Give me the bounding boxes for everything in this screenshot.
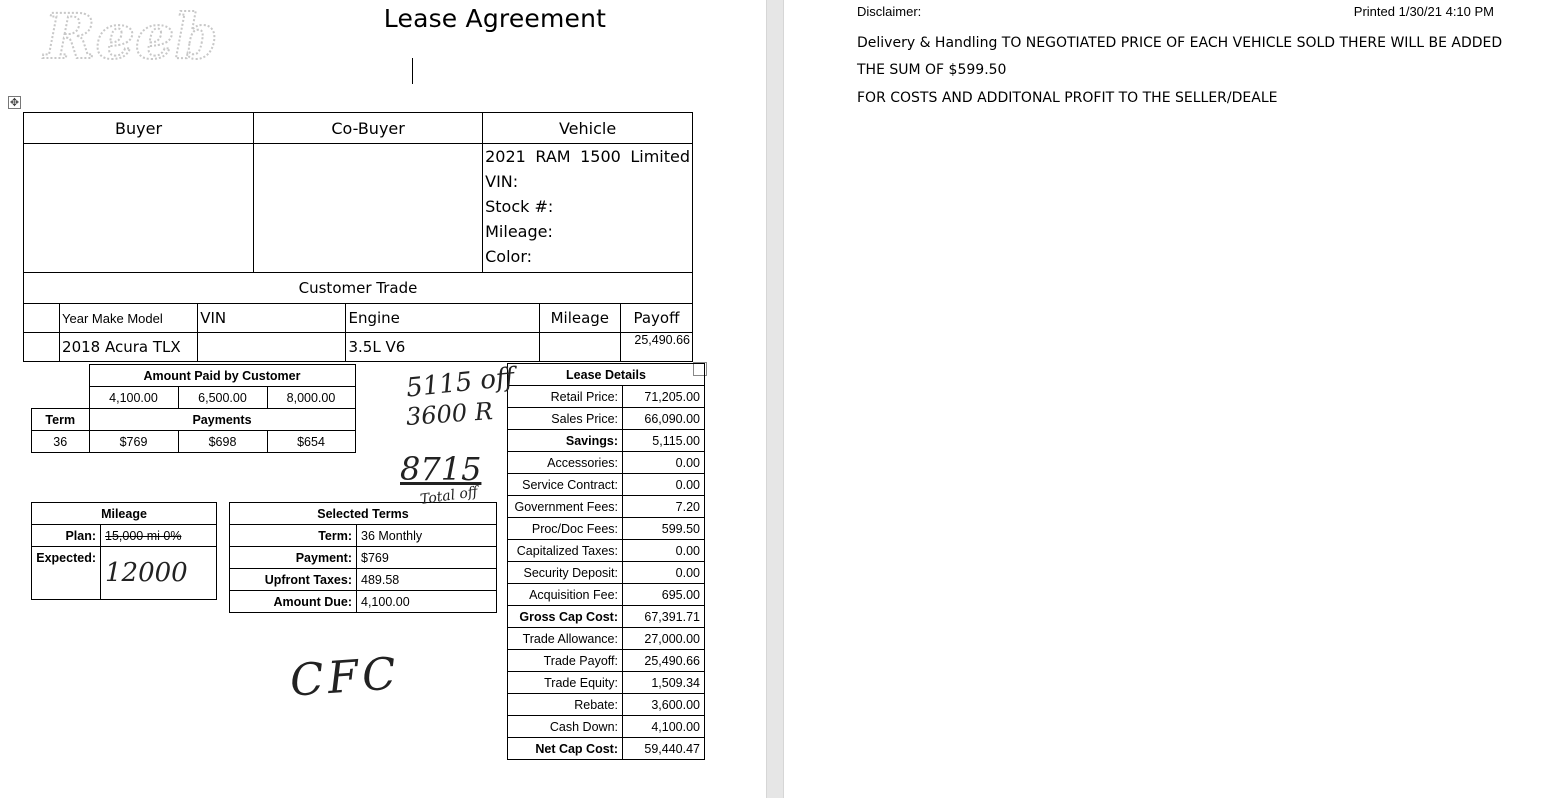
- payment-option-3: $654: [267, 431, 355, 453]
- lease-detail-row: [508, 562, 705, 584]
- mileage-box: [31, 502, 217, 600]
- watermark-logo: [36, 0, 326, 70]
- lease-detail-label: Service Contract:: [508, 474, 623, 496]
- lease-detail-value: 0.00: [623, 562, 705, 584]
- lease-detail-value: 4,100.00: [623, 716, 705, 738]
- lease-detail-label: Rebate:: [508, 694, 623, 716]
- mileage-header: Mileage: [32, 503, 217, 525]
- upfront-taxes-label: Upfront Taxes:: [230, 569, 357, 591]
- lease-detail-value: 66,090.00: [623, 408, 705, 430]
- lease-detail-value: 59,440.47: [623, 738, 705, 760]
- expected-mileage-handwriting: 12000: [105, 558, 188, 588]
- lease-detail-label: Security Deposit:: [508, 562, 623, 584]
- cobuyer-cell[interactable]: [254, 144, 483, 273]
- trade-col-engine: Engine: [346, 304, 539, 333]
- lease-detail-label: Government Fees:: [508, 496, 623, 518]
- trade-mileage[interactable]: [539, 333, 620, 362]
- vehicle-make: RAM: [535, 147, 571, 166]
- handwritten-note-total-off: Total off: [419, 484, 479, 508]
- printed-timestamp: Printed 1/30/21 4:10 PM: [1353, 4, 1494, 19]
- mileage-label: Mileage:: [485, 222, 553, 241]
- disclaimer-line-3: FOR COSTS AND ADDITONAL PROFIT TO THE SELLER/DEALE: [857, 90, 1278, 106]
- down-option-3: 8,000.00: [267, 387, 355, 409]
- svg-text:Reeb: Reeb: [44, 0, 218, 70]
- lease-detail-row: [508, 430, 705, 452]
- plan-value-cell: [101, 525, 217, 547]
- lease-detail-label: Gross Cap Cost:: [508, 606, 623, 628]
- payment-option-1: $769: [89, 431, 178, 453]
- lease-detail-label: Trade Allowance:: [508, 628, 623, 650]
- lease-detail-label: Savings:: [508, 430, 623, 452]
- selected-payment-value: $769: [357, 547, 497, 569]
- handwritten-note-rebate: 3600 R: [405, 397, 494, 431]
- selected-terms-header: Selected Terms: [230, 503, 497, 525]
- expected-label: Expected:: [32, 547, 101, 600]
- lease-detail-value: 67,391.71: [623, 606, 705, 628]
- amount-paid-header: Amount Paid by Customer: [89, 365, 355, 387]
- lease-detail-row: [508, 408, 705, 430]
- lease-detail-row: [508, 628, 705, 650]
- vehicle-year: 2021: [485, 147, 526, 166]
- lease-detail-label: Trade Equity:: [508, 672, 623, 694]
- trade-index-cell: [24, 304, 60, 333]
- lease-detail-value: 5,115.00: [623, 430, 705, 452]
- term-value: 36: [32, 431, 90, 453]
- lease-detail-label: Net Cap Cost:: [508, 738, 623, 760]
- trade-col-payoff: Payoff: [620, 304, 692, 333]
- lease-detail-value: 25,490.66: [623, 650, 705, 672]
- payment-option-2: $698: [178, 431, 267, 453]
- lease-detail-label: Capitalized Taxes:: [508, 540, 623, 562]
- vehicle-model: 1500: [580, 147, 621, 166]
- trade-index-cell: [24, 333, 60, 362]
- vehicle-header: Vehicle: [483, 113, 693, 144]
- text-cursor: [412, 58, 413, 84]
- disclaimer-label: Disclaimer:: [857, 4, 922, 19]
- lease-detail-value: 0.00: [623, 452, 705, 474]
- upfront-taxes-value: 489.58: [357, 569, 497, 591]
- lease-detail-value: 0.00: [623, 474, 705, 496]
- amount-due-value: 4,100.00: [357, 591, 497, 613]
- lease-detail-row: [508, 716, 705, 738]
- page-title: Lease Agreement: [383, 4, 607, 33]
- disclaimer-line-1: Delivery & Handling TO NEGOTIATED PRICE OF EACH VEHICLE SOLD THERE WILL BE ADDED: [857, 35, 1503, 51]
- lease-details-header: Lease Details: [508, 364, 705, 386]
- trade-col-ymm: Year Make Model: [60, 304, 198, 333]
- trade-payoff[interactable]: 25,490.66: [620, 333, 692, 362]
- color-label: Color:: [485, 247, 533, 266]
- buyer-cell[interactable]: [24, 144, 254, 273]
- lease-detail-row: [508, 452, 705, 474]
- vehicle-trim: Limited: [630, 147, 690, 166]
- plan-value: 15,000 mi 0%: [105, 528, 182, 543]
- buyer-header: Buyer: [24, 113, 254, 144]
- lease-detail-row: [508, 694, 705, 716]
- lease-detail-row: [508, 672, 705, 694]
- selected-terms-box: [229, 502, 497, 613]
- vehicle-cell[interactable]: [483, 144, 693, 273]
- vehicle-description: [485, 144, 690, 169]
- lease-detail-row: [508, 540, 705, 562]
- lease-detail-value: 599.50: [623, 518, 705, 540]
- lease-detail-value: 695.00: [623, 584, 705, 606]
- lease-detail-label: Acquisition Fee:: [508, 584, 623, 606]
- disclaimer-line-2: THE SUM OF $599.50: [857, 62, 1007, 78]
- selected-term-label: Term:: [230, 525, 357, 547]
- lease-detail-label: Retail Price:: [508, 386, 623, 408]
- payments-grid: [31, 364, 356, 453]
- amount-due-label: Amount Due:: [230, 591, 357, 613]
- handwritten-note-savings: 5115 off: [404, 362, 516, 404]
- lease-detail-row: [508, 650, 705, 672]
- selected-payment-label: Payment:: [230, 547, 357, 569]
- trade-vin[interactable]: [198, 333, 346, 362]
- cobuyer-header: Co-Buyer: [254, 113, 483, 144]
- table-move-handle[interactable]: ✥: [9, 97, 20, 109]
- plan-label: Plan:: [32, 525, 101, 547]
- lease-detail-value: 1,509.34: [623, 672, 705, 694]
- lease-detail-value: 0.00: [623, 540, 705, 562]
- trade-col-mileage: Mileage: [539, 304, 620, 333]
- lease-detail-value: 71,205.00: [623, 386, 705, 408]
- lease-detail-row: [508, 386, 705, 408]
- trade-ymm[interactable]: 2018 Acura TLX: [60, 333, 198, 362]
- page-gutter: [766, 0, 784, 798]
- trade-col-vin: VIN: [198, 304, 346, 333]
- down-option-2: 6,500.00: [178, 387, 267, 409]
- handwritten-note-total: 8715: [400, 450, 482, 488]
- lease-detail-row: [508, 584, 705, 606]
- lease-detail-row: [508, 474, 705, 496]
- trade-engine[interactable]: 3.5L V6: [346, 333, 539, 362]
- lease-detail-value: 27,000.00: [623, 628, 705, 650]
- handwritten-initials: CFC: [288, 648, 402, 707]
- lease-detail-label: Sales Price:: [508, 408, 623, 430]
- lease-detail-row: [508, 606, 705, 628]
- lease-detail-label: Proc/Doc Fees:: [508, 518, 623, 540]
- lease-detail-value: 3,600.00: [623, 694, 705, 716]
- lease-detail-row: [508, 518, 705, 540]
- lease-details-box: [507, 363, 705, 760]
- parties-table: [23, 112, 693, 273]
- vin-label: VIN:: [485, 172, 519, 191]
- stock-label: Stock #:: [485, 197, 554, 216]
- lease-detail-label: Accessories:: [508, 452, 623, 474]
- lease-detail-value: 7.20: [623, 496, 705, 518]
- lease-detail-row: [508, 496, 705, 518]
- payments-header: Payments: [89, 409, 355, 431]
- down-option-1: 4,100.00: [89, 387, 178, 409]
- lease-detail-label: Trade Payoff:: [508, 650, 623, 672]
- selected-term-value: 36 Monthly: [357, 525, 497, 547]
- trade-title: Customer Trade: [24, 273, 693, 304]
- expected-value-cell: [101, 547, 217, 600]
- lease-detail-label: Cash Down:: [508, 716, 623, 738]
- lease-detail-row: [508, 738, 705, 760]
- right-page: [784, 0, 1544, 798]
- term-header: Term: [32, 409, 90, 431]
- trade-table: [23, 272, 693, 362]
